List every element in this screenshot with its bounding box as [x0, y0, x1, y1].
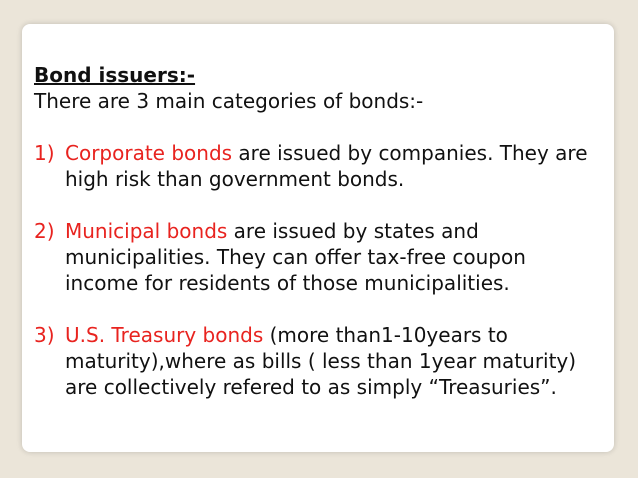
list-item-description: (more than1-10years to maturity),where as bills ( less than 1year maturity) are collectively refered to as simply “Treasuries”. [65, 323, 577, 399]
slide-card [22, 24, 614, 452]
list-item-highlight: Municipal bonds [65, 219, 228, 243]
list-item-number: 2) [34, 219, 55, 243]
list-item-corporate-bonds [34, 140, 604, 192]
list-item-text [65, 322, 604, 400]
list-item-description: are issued by companies. They are high risk than government bonds. [65, 141, 588, 191]
list-item-number: 1) [34, 141, 55, 165]
list-item-description: are issued by states and municipalities. They can offer tax-free coupon income for residents of those municipalities. [65, 219, 526, 295]
list-item-highlight: Corporate bonds [65, 141, 233, 165]
list-item-text [65, 218, 604, 296]
list-item-text [65, 140, 604, 192]
slide-content [34, 62, 604, 400]
list-item-treasury-bonds [34, 322, 604, 400]
list-item-municipal-bonds [34, 218, 604, 296]
slide-intro: There are 3 main categories of bonds:- [34, 89, 424, 113]
list-item-highlight: U.S. Treasury bonds [65, 323, 264, 347]
slide-heading: Bond issuers:- [34, 63, 196, 87]
list-item-number: 3) [34, 323, 55, 347]
